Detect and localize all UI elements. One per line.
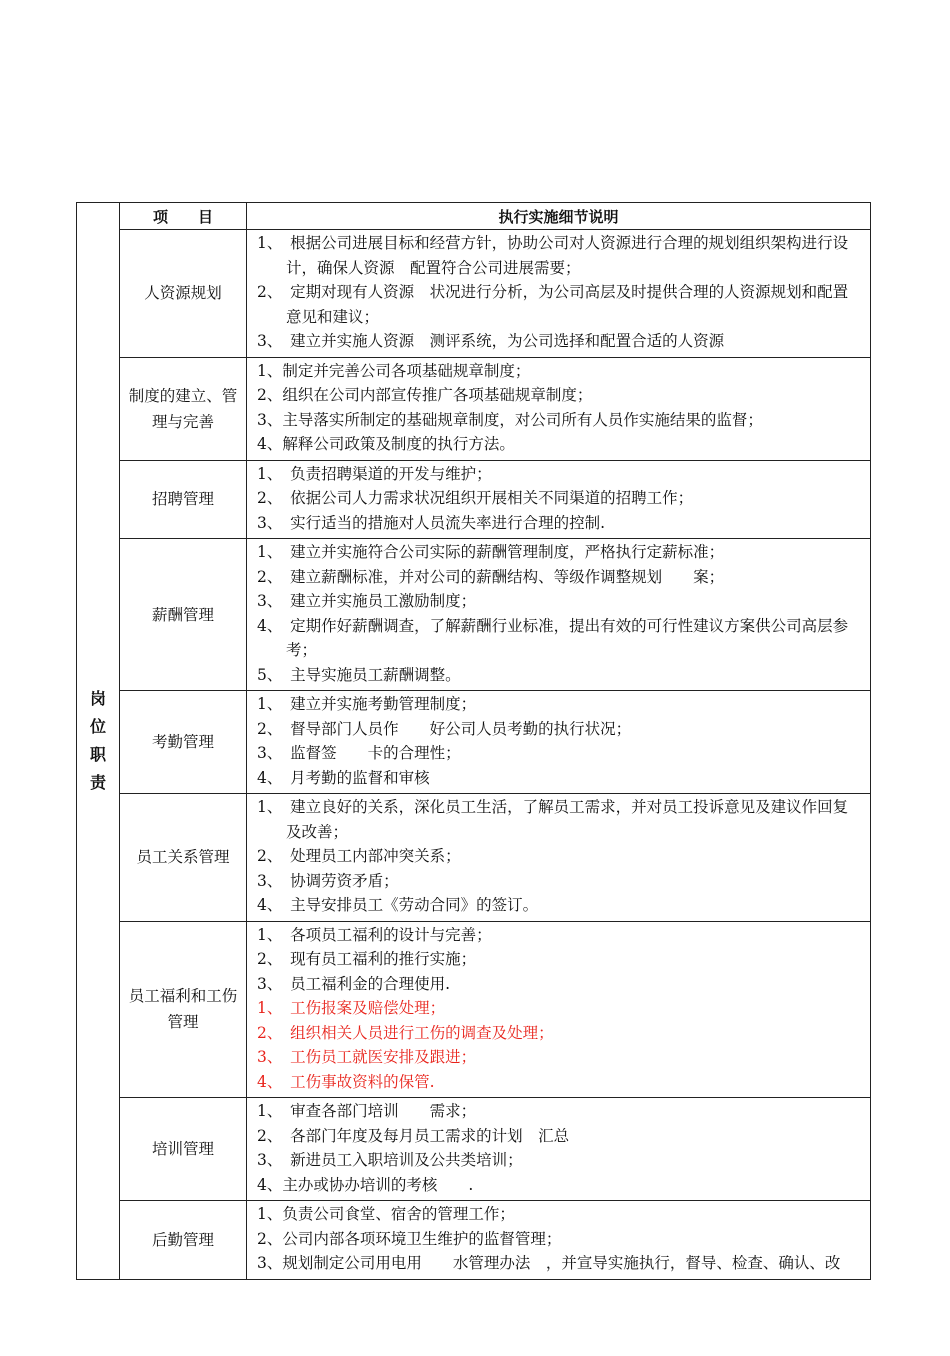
detail-line: 2、 依据公司人力需求状况组织开展相关不同渠道的招聘工作； [257,489,694,507]
detail-line: 3、 员工福利金的合理使用. [257,974,451,993]
detail-line: 2、公司内部各项环境卫生维护的监督管理； [257,1229,562,1248]
detail-line: 4、 定期作好薪酬调查，了解薪酬行业标准，提出有效的可行性建议方案供公司高层参考； [257,616,849,659]
detail-line: 2、 处理员工内部冲突关系； [257,847,461,865]
detail-line: 3、 监督签 卡的合理性； [257,744,461,762]
detail-line: 1、 工伤报案及赔偿处理； [257,999,446,1017]
section-name: 制度的建立、管理与完善 [120,357,247,460]
detail-line: 4、 月考勤的监督和审核 [257,768,430,787]
detail-line: 1、 建立良好的关系，深化员工生活，了解员工需求，并对员工投诉意见及建议作回复及改善； [257,798,849,841]
section-details [247,460,871,539]
detail-line: 4、 主导安排员工《劳动合同》的签订。 [257,896,539,914]
section-name: 招聘管理 [120,460,247,539]
duty-table [76,202,871,1280]
duty-table-body [77,203,871,1280]
detail-line: 1、 负责招聘渠道的开发与维护； [257,464,492,483]
detail-line: 2、组织在公司内部宣传推广各项基础规章制度； [257,386,593,404]
detail-line: 1、 审查各部门培训 需求； [257,1102,477,1120]
detail-line: 3、规划制定公司用电用 水管理办法 ，并宣导实施执行，督导、检查、确认、改 [257,1254,841,1272]
detail-line: 3、 实行适当的措施对人员流失率进行合理的控制. [257,513,606,532]
detail-line: 1、负责公司食堂、宿舍的管理工作； [257,1205,515,1223]
section-details [247,357,871,460]
detail-line: 4、主办或协办培训的考核 . [257,1175,474,1194]
section-row [77,460,871,539]
section-row [77,357,871,460]
detail-line: 2、 现有员工福利的推行实施； [257,950,477,968]
section-row [77,230,871,358]
header-row [77,203,871,230]
section-row [77,539,871,691]
detail-line: 2、 督导部门人员作 好公司人员考勤的执行状况； [257,719,632,738]
section-details [247,539,871,691]
section-details [247,691,871,794]
detail-line: 5、 主导实施员工薪酬调整。 [257,665,461,684]
section-name: 人资源规划 [120,230,247,358]
section-name: 培训管理 [120,1098,247,1201]
section-details [247,1201,871,1280]
detail-line: 1、 建立并实施符合公司实际的薪酬管理制度，严格执行定薪标准； [257,543,725,561]
section-name: 员工关系管理 [120,794,247,922]
section-details [247,921,871,1098]
section-name: 考勤管理 [120,691,247,794]
detail-line: 1、 各项员工福利的设计与完善； [257,925,492,944]
header-item: 项 目 [120,203,247,230]
detail-line: 2、 建立薪酬标准，并对公司的薪酬结构、等级作调整规划 案； [257,567,725,586]
detail-line: 3、主导落实所制定的基础规章制度，对公司所有人员作实施结果的监督； [257,410,763,429]
section-row [77,921,871,1098]
section-details [247,794,871,922]
detail-line: 2、 各部门年度及每月员工需求的计划 汇总 [257,1126,570,1145]
detail-line: 2、 组织相关人员进行工伤的调查及处理； [257,1023,554,1042]
header-detail: 执行实施细节说明 [247,203,871,230]
detail-line: 4、解释公司政策及制度的执行方法。 [257,435,515,453]
section-row [77,794,871,922]
detail-line: 1、 建立并实施考勤管理制度； [257,695,477,713]
detail-line: 2、 定期对现有人资源 状况进行分析，为公司高层及时提供合理的人资源规划和配置意见和建议； [257,283,849,326]
section-details [247,230,871,358]
detail-line: 3、 建立并实施员工激励制度； [257,592,477,610]
section-row [77,691,871,794]
side-label-cell [77,203,120,1280]
section-details [247,1098,871,1201]
detail-line: 4、 工伤事故资料的保管. [257,1072,435,1091]
detail-line: 3、 工伤员工就医安排及跟进； [257,1048,477,1066]
section-row [77,1098,871,1201]
section-name: 员工福利和工伤管理 [120,921,247,1098]
side-label: 岗位职责 [89,688,106,792]
detail-line: 1、制定并完善公司各项基础规章制度； [257,361,531,380]
detail-line: 3、 建立并实施人资源 测评系统，为公司选择和配置合适的人资源 [257,332,725,350]
detail-line: 3、 协调劳资矛盾； [257,871,399,890]
section-row [77,1201,871,1280]
detail-line: 1、 根据公司进展目标和经营方针，协助公司对人资源进行合理的规划组织架构进行设计，确保人资源 配置符合公司进展需要； [257,234,849,277]
detail-line: 3、 新进员工入职培训及公共类培训； [257,1151,523,1169]
section-name: 薪酬管理 [120,539,247,691]
section-name: 后勤管理 [120,1201,247,1280]
